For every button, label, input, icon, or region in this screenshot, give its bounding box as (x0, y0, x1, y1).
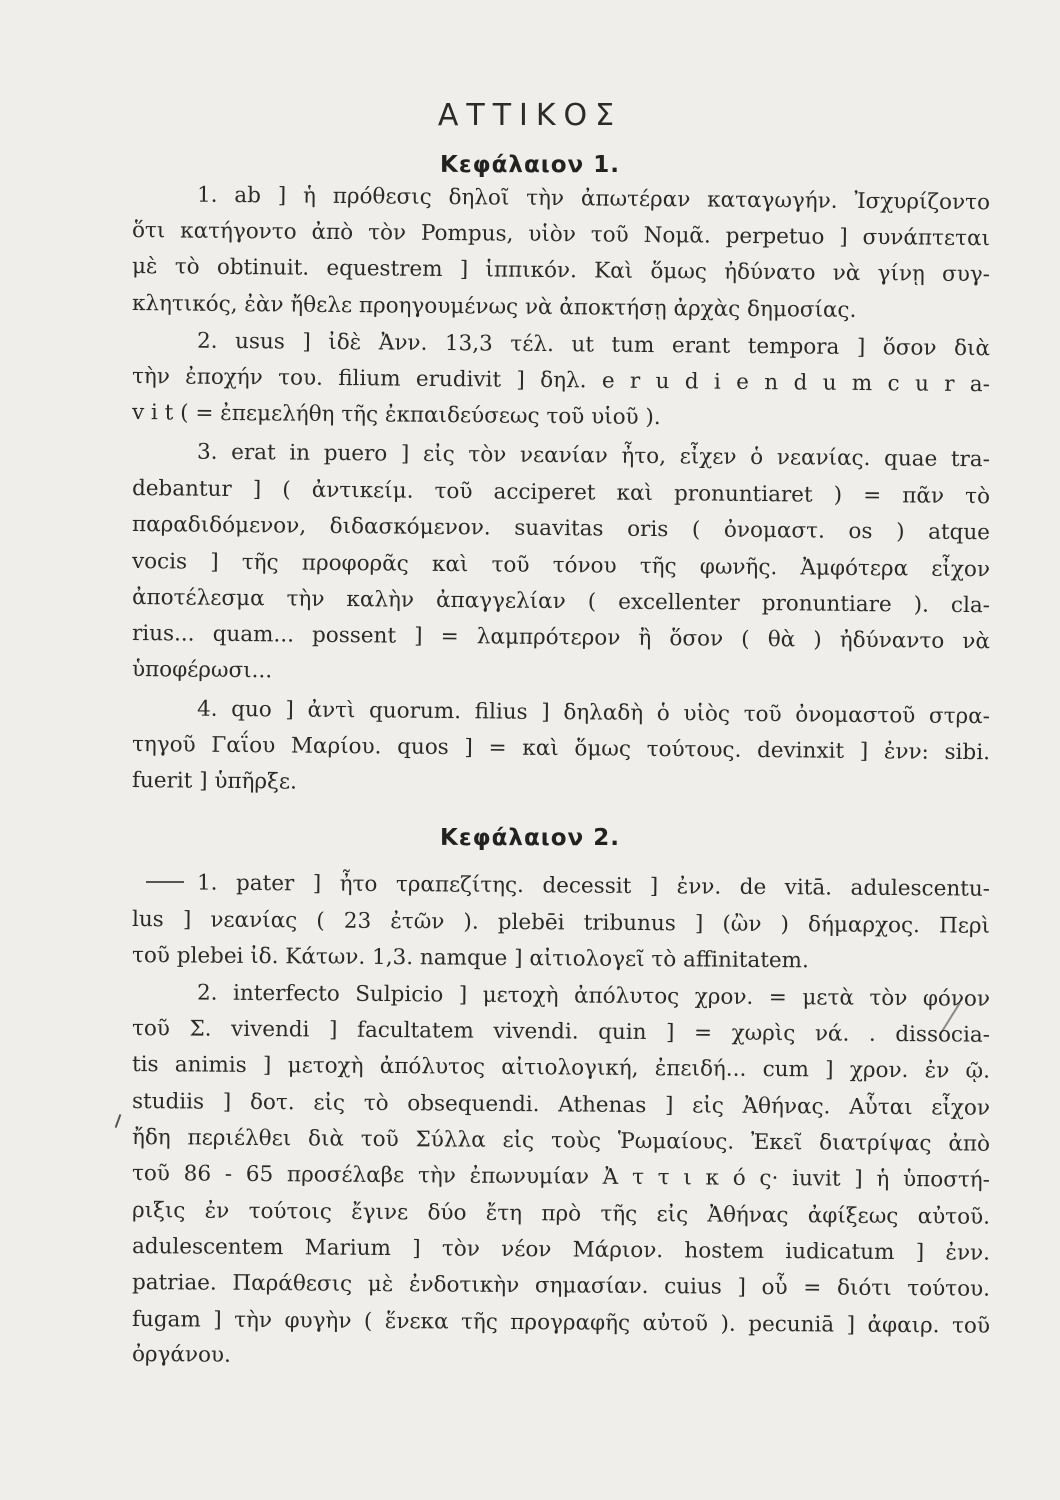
text-line: 2. interfecto Sulpicio ] μετοχὴ ἀπόλυτος χρον. = μετὰ τὸν φόνον (196, 980, 991, 1012)
text-line: ἀποτέλεσμα τὴν καλὴν ἀπαγγελίαν ( excellenter pronuntiare ). cla- (131, 585, 991, 619)
chapter-1-title: Κεφάλαιον 1. (440, 152, 620, 178)
text-line: adulescentem Marium ] τὸν νέον Μάριον. hostem iudicatum ] ἐνν. (131, 1234, 991, 1266)
text-line: παραδιδόμενον, διδασκόμενον. suavitas oris ( ὀνομαστ. os ) atque (131, 512, 991, 546)
text-line: 3. erat in puero ] εἰς τὸν νεανίαν ἦτο, εἶχεν ὁ νεανίας. quae tra- (196, 439, 991, 473)
text-line: τὴν ἐποχήν του. filium erudivit ] δηλ. e r u d i e n d u m c u r a- (131, 364, 991, 398)
text-line: v i t ( = ἐπεμελήθη τῆς ἐκπαιδεύσεως τοῦ υἱοῦ ). (131, 400, 661, 431)
text-line: rius... quam... possent ] = λαμπρότερον ἢ ὅσον ( θὰ ) ἠδύναντο νὰ (131, 621, 991, 655)
chapter-2-title: Κεφάλαιον 2. (440, 825, 620, 851)
text-line: fugam ] τὴν φυγὴν ( ἕνεκα τῆς προγραφῆς αὐτοῦ ). pecuniā ] ἀφαιρ. τοῦ (131, 1307, 991, 1339)
running-header: ΑΤΤΙΚΟΣ (437, 98, 623, 133)
text-line: τηγοῦ Γαΐου Μαρίου. quos ] = καὶ ὅμως τούτους. devinxit ] ἐνν: sibi. (131, 732, 991, 766)
text-line: 1. pater ] ἦτο τραπεζίτης. decessit ] ἐνν. de vitā. adulescentu- (196, 870, 991, 902)
text-line: 4. quo ] ἀντὶ quorum. filius ] δηλαδὴ ὁ υἱὸς τοῦ ὀνομαστοῦ στρα- (196, 696, 991, 730)
text-line: ὑποφέρωσι... (131, 657, 273, 684)
text-line: lus ] νεανίας ( 23 ἐτῶν ). plebēi tribunus ] (ὢν ) δήμαρχος. Περὶ (131, 907, 991, 939)
text-line: ὀργάνου. (131, 1342, 231, 1368)
text-line: τοῦ Σ. vivendi ] facultatem vivendi. quin ] = χωρὶς νά. . dissocia- (131, 1016, 991, 1048)
text-line: τοῦ plebei ἰδ. Κάτων. 1,3. namque ] αἰτιολογεῖ τὸ affinitatem. (131, 943, 809, 974)
text-line: τοῦ 86 - 65 προσέλαβε τὴν ἐπωνυμίαν Ἀ τ τ ι κ ό ς· iuvit ] ἡ ὑποστή- (131, 1161, 991, 1193)
text-line: ἤδη περιέλθει διὰ τοῦ Σύλλα εἰς τοὺς Ῥωμαίους. Ἐκεῖ διατρίψας ἀπὸ (131, 1125, 991, 1157)
text-line: κλητικός, ἐὰν ἤθελε προηγουμένως νὰ ἀποκτήσῃ ἀρχὰς δημοσίας. (131, 291, 857, 323)
text-line: μὲ τὸ obtinuit. equestrem ] ἱππικόν. Καὶ ὅμως ἠδύνατο νὰ γίνῃ συγ- (131, 254, 991, 288)
text-line: 2. usus ] ἰδὲ Ἀνν. 13,3 τέλ. ut tum erant tempora ] ὅσον διὰ (196, 328, 991, 362)
text-line: patriae. Παράθεσις μὲ ἐνδοτικὴν σημασίαν. cuius ] οὗ = διότι τούτου. (131, 1270, 991, 1302)
text-line: ριξις ἐν τούτοις ἔγινε δύο ἔτη πρὸ τῆς εἰς Ἀθήνας ἀφίξεως αὐτοῦ. (131, 1198, 991, 1230)
text-line: vocis ] τῆς προφορᾶς καὶ τοῦ τόνου τῆς φωνῆς. Ἀμφότερα εἶχον (131, 549, 991, 583)
text-line: debantur ] ( ἀντικείμ. τοῦ acciperet καὶ pronuntiaret ) = πᾶν τὸ (131, 476, 991, 510)
text-line: 1. ab ] ἡ πρόθεσις δηλοῖ τὴν ἀπωτέραν καταγωγήν. Ἰσχυρίζοντο (196, 182, 991, 216)
text-line: tis animis ] μετοχὴ ἀπόλυτος αἰτιολογική, ἐπειδή... cum ] χρον. ἐν ῷ. (131, 1052, 991, 1084)
text-line: ὅτι κατήγοντο ἀπὸ τὸν Pompus, υἱὸν τοῦ Νομᾶ. perpetuo ] συνάπτεται (131, 218, 991, 252)
margin-apostrophe-mark (115, 1114, 122, 1128)
text-line: fuerit ] ὑπῆρξε. (131, 768, 298, 795)
text-line: studiis ] δοτ. εἰς τὸ obsequendi. Athenas ] εἰς Ἀθήνας. Αὗται εἶχον (131, 1089, 991, 1121)
